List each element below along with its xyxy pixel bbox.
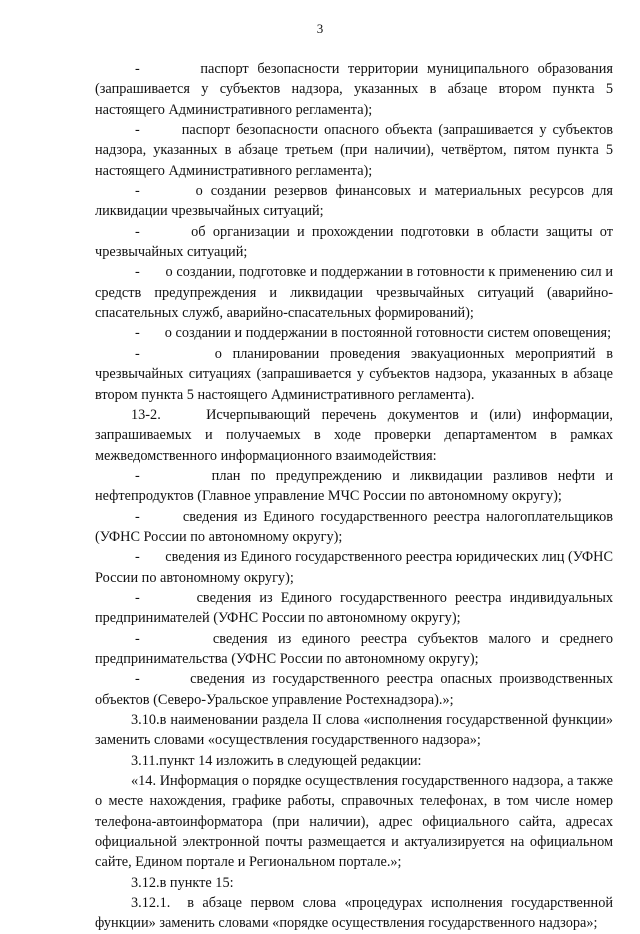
document-body: [95, 59, 613, 934]
list-item-paragraph: - о создании резервов финансовых и материальных ресурсов для ликвидации чрезвычайных ситуаций;: [95, 183, 613, 220]
page-number: 3: [316, 21, 324, 36]
list-item-paragraph: - план по предупреждению и ликвидации разливов нефти и нефтепродуктов (Главное управление МЧС России по автономному округу);: [95, 467, 613, 505]
list-item-paragraph: - сведения из государственного реестра опасных производственных объектов (Северо-Уральское управление Ростехнадзора).»;: [95, 671, 613, 708]
list-item-paragraph: - сведения из единого реестра субъектов малого и среднего предпринимательства (УФНС России по автономному округу);: [95, 630, 613, 667]
list-item-paragraph: - сведения из Единого государственного реестра налогоплательщиков (УФНС России по автономному округу);: [95, 508, 613, 545]
quoted-paragraph: «14. Информация о порядке осуществления государственного надзора, а также о месте нахождения, графике работы, справочных телефонах, в том числе номер телефона-автоинформатора (при наличии), адрес официального сайта, адресах официальной электронной почты размещается и актуализируется на официальном сайте, Едином портале и Региональном портале.»;: [95, 773, 613, 871]
list-item-paragraph: - об организации и прохождении подготовки в области защиты от чрезвычайных ситуаций;: [95, 223, 613, 261]
amendment-paragraph: 3.11.пункт 14 изложить в следующей редакции:: [131, 752, 422, 769]
list-item-paragraph: - о планировании проведения эвакуационных мероприятий в чрезвычайных ситуациях (запрашивается у субъектов надзора, указанных в абзаце втором пункта 5 настоящего Административного регламента).: [95, 345, 613, 403]
amendment-paragraph: 3.10.в наименовании раздела II слова «исполнения государственной функции» заменить словами «осуществления государственного надзора»;: [95, 712, 613, 749]
list-item-paragraph: - о создании, подготовке и поддержании в готовности к применению сил и средств предупреждения и ликвидации чрезвычайных ситуаций (аварийно-спасательных служб, аварийно-спасательных формирований);: [95, 264, 613, 322]
list-item-paragraph: - паспорт безопасности опасного объекта (запрашивается у субъектов надзора, указанных в абзаце третьем (при наличии), четвёртом, пятом пункта 5 настоящего Административного регламента);: [95, 122, 613, 179]
list-item-paragraph: - о создании и поддержании в постоянной готовности систем оповещения;: [135, 325, 612, 342]
amendment-paragraph: 3.12.в пункте 15:: [131, 874, 234, 891]
list-item-paragraph: - паспорт безопасности территории муниципального образования (запрашивается у субъектов надзора, указанных в абзаце втором пункта 5 настоящего Административного регламента);: [95, 61, 613, 118]
amendment-paragraph: 3.12.1. в абзаце первом слова «процедурах исполнения государственной функции» заменить словами «порядке осуществления государственного надзора»;: [95, 895, 613, 932]
section-paragraph: 13-2. Исчерпывающий перечень документов и (или) информации, запрашиваемых и получаемых в ходе проверки департаментом в рамках межведомственного информационного взаимодействия:: [95, 406, 613, 464]
list-item-paragraph: - сведения из Единого государственного реестра юридических лиц (УФНС России по автономному округу);: [95, 549, 613, 586]
list-item-paragraph: - сведения из Единого государственного реестра индивидуальных предпринимателей (УФНС России по автономному округу);: [95, 589, 613, 627]
